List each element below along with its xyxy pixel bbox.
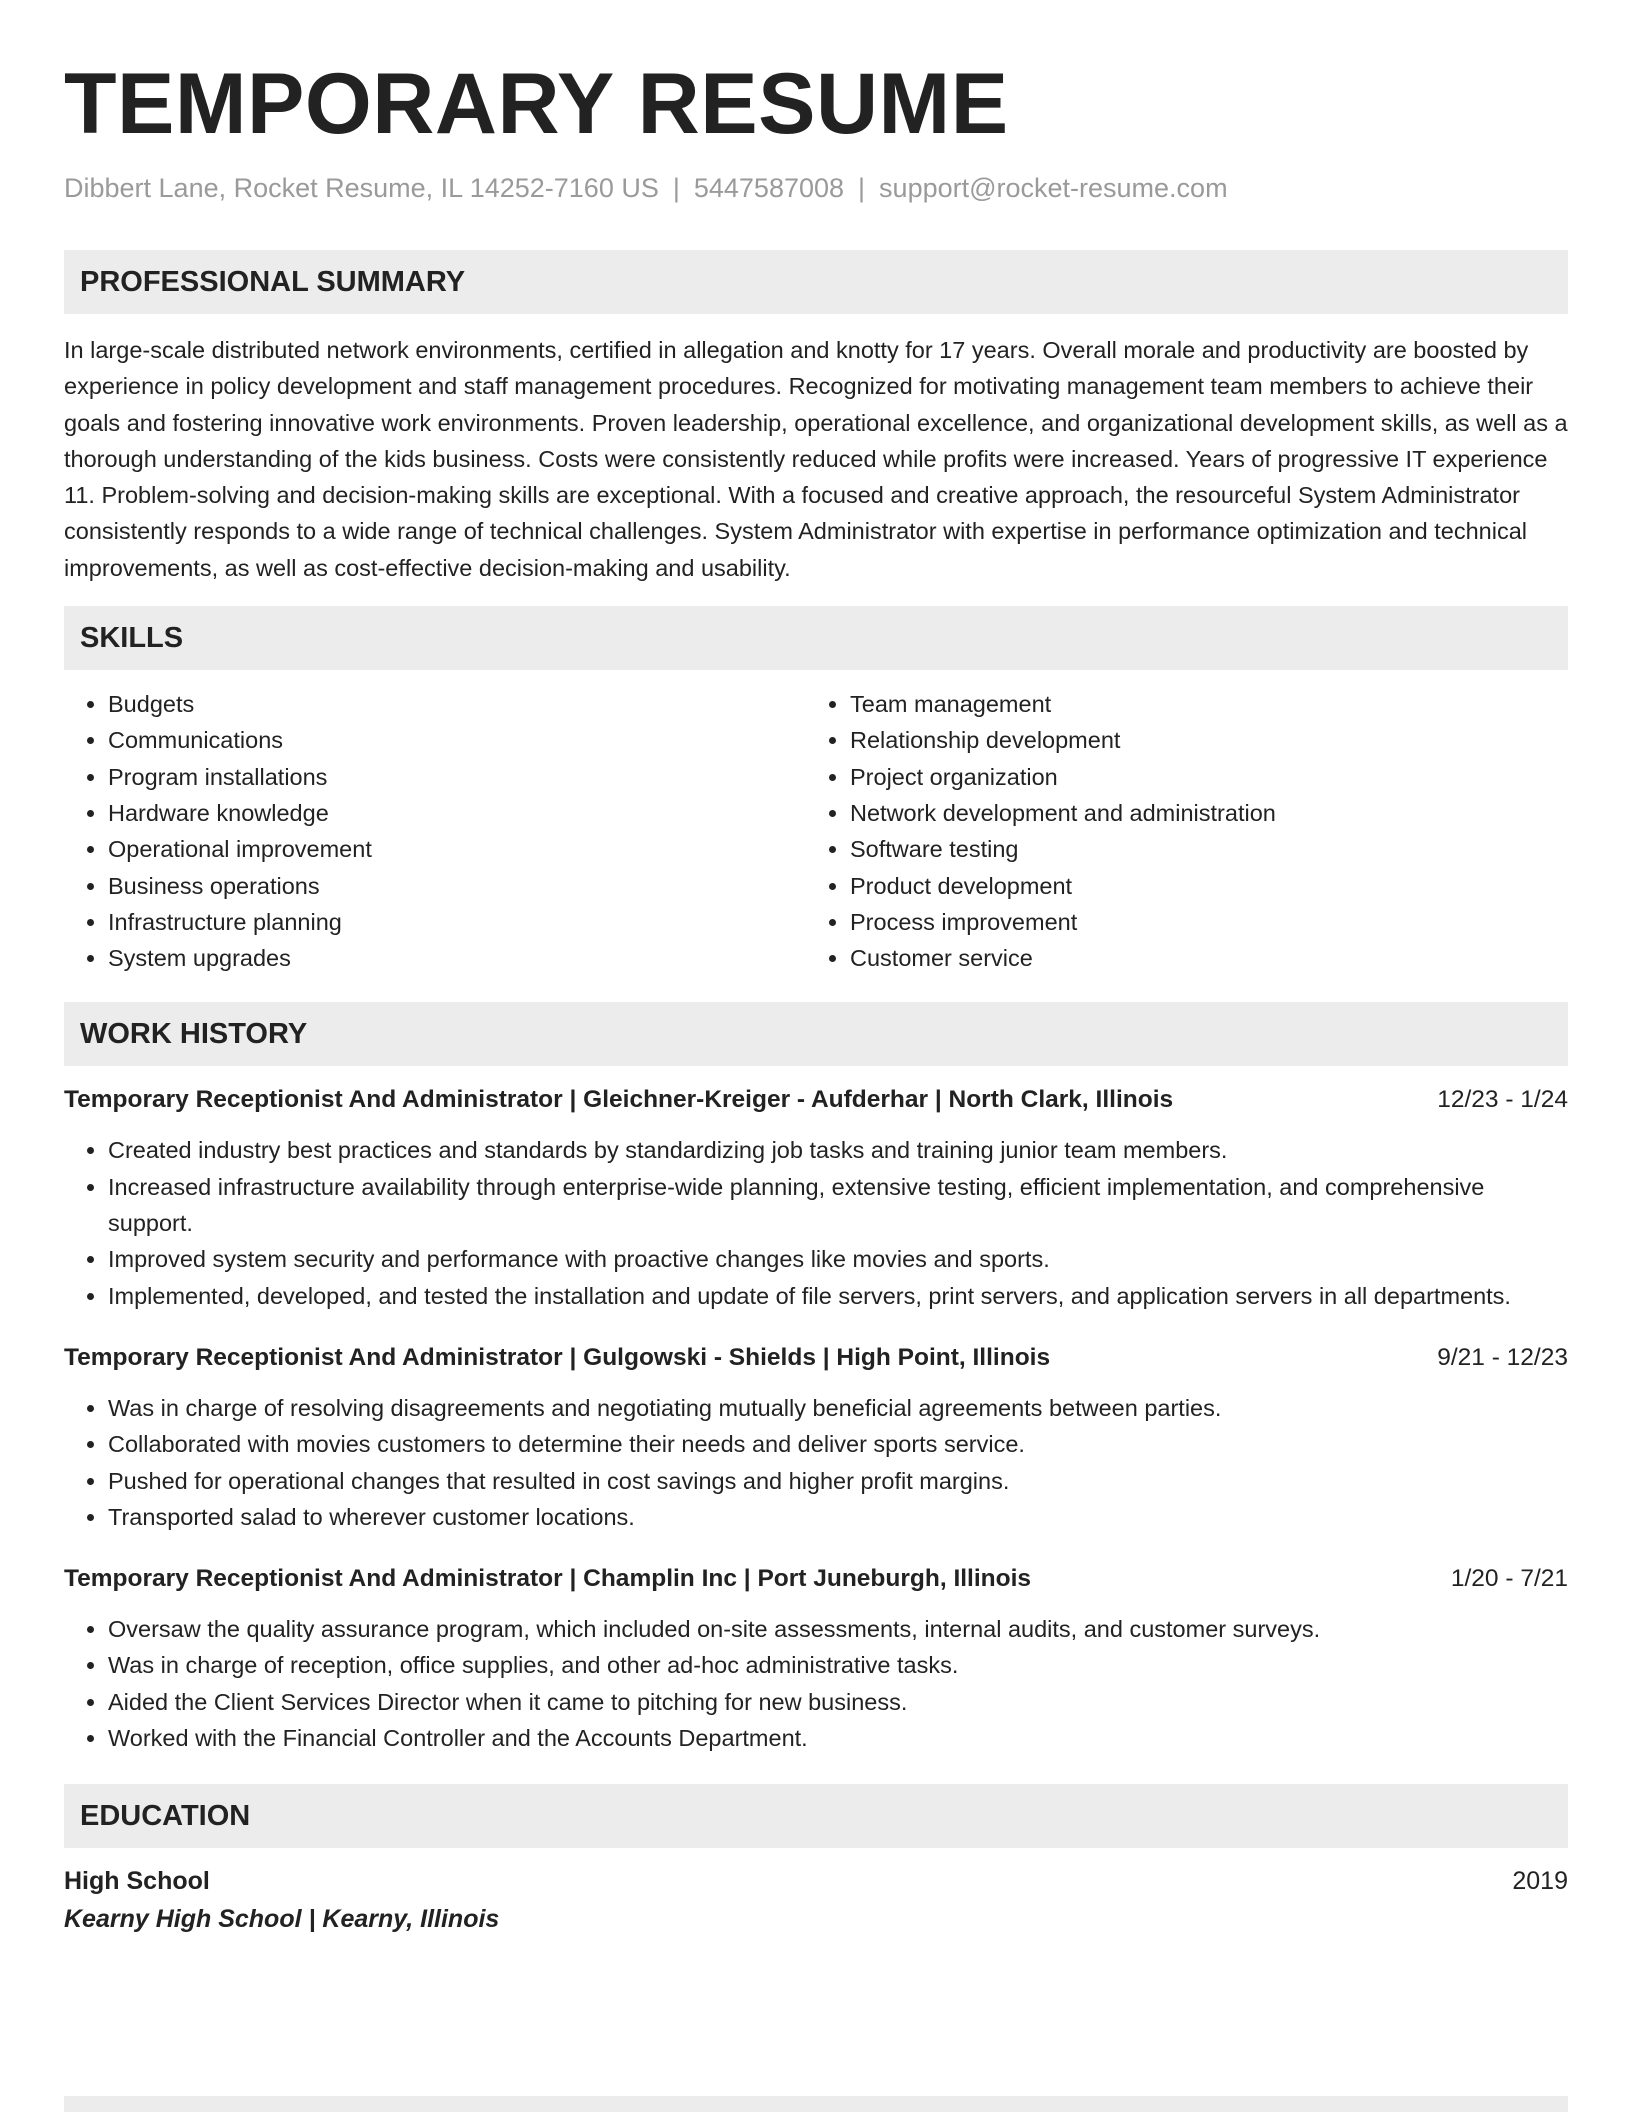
skill-item: • Software testing: [850, 831, 1548, 867]
job-header: [64, 1561, 1568, 1597]
contact-separator: |: [672, 173, 680, 203]
job-bullet: • Was in charge of reception, office supplies, and other ad-hoc administrative tasks.: [108, 1647, 1568, 1683]
skill-item: • Network development and administration: [850, 795, 1548, 831]
education-entry: [64, 1862, 1568, 1938]
skill-item: • Infrastructure planning: [108, 904, 806, 940]
contact-address: Dibbert Lane, Rocket Resume, IL 14252-7160 US: [64, 173, 659, 203]
skill-item: • Operational improvement: [108, 831, 806, 867]
skill-item: • Program installations: [108, 759, 806, 795]
job-title: Temporary Receptionist And Administrator | Gulgowski - Shields | High Point, Illinois: [64, 1343, 1051, 1371]
skill-item: • System upgrades: [108, 940, 806, 976]
job-entry: [64, 1561, 1568, 1756]
section-title-work-history: WORK HISTORY: [64, 1002, 1568, 1066]
contact-line: [64, 168, 1568, 208]
skill-item: • Budgets: [108, 686, 806, 722]
skill-item: • Communications: [108, 722, 806, 758]
contact-separator: |: [858, 173, 866, 203]
skills-section: [64, 606, 1568, 976]
job-bullet: • Transported salad to wherever customer locations.: [108, 1499, 1568, 1535]
job-bullet: • Aided the Client Services Director when it came to pitching for new business.: [108, 1684, 1568, 1720]
skill-item: • Customer service: [850, 940, 1548, 976]
job-bullet: • Worked with the Financial Controller and the Accounts Department.: [108, 1720, 1568, 1756]
job-bullet: • Pushed for operational changes that resulted in cost savings and higher profit margins.: [108, 1463, 1568, 1499]
job-bullet: • Was in charge of resolving disagreements and negotiating mutually beneficial agreements between parties.: [108, 1390, 1568, 1426]
job-bullet: • Improved system security and performance with proactive changes like movies and sports.: [108, 1241, 1568, 1277]
job-bullets: [64, 1611, 1568, 1756]
skills-column-left: [64, 686, 806, 976]
skills-column-right: [806, 686, 1548, 976]
job-header: [64, 1340, 1568, 1376]
job-bullet: • Implemented, developed, and tested the installation and update of file servers, print servers, and application servers in all departments.: [108, 1278, 1568, 1314]
job-title: Temporary Receptionist And Administrator | Champlin Inc | Port Juneburgh, Illinois: [64, 1565, 1032, 1593]
resume-page: [64, 0, 1568, 1938]
education-header: [64, 1862, 1568, 1900]
next-section-band: [64, 2096, 1568, 2112]
contact-email: support@rocket-resume.com: [879, 173, 1228, 203]
job-bullet: • Collaborated with movies customers to determine their needs and deliver sports service.: [108, 1426, 1568, 1462]
job-dates: 9/21 - 12/23: [1437, 1343, 1568, 1371]
job-entry: [64, 1340, 1568, 1535]
job-title: Temporary Receptionist And Administrator | Gleichner-Kreiger - Aufderhar | North Clark, Illinois: [64, 1086, 1174, 1114]
job-bullet: • Increased infrastructure availability through enterprise-wide planning, extensive testing, efficient implementation, and comprehensive support.: [108, 1169, 1568, 1242]
skill-item: • Team management: [850, 686, 1548, 722]
summary-section: [64, 250, 1568, 586]
skill-item: • Process improvement: [850, 904, 1548, 940]
section-title-education: EDUCATION: [64, 1784, 1568, 1848]
section-title-summary: PROFESSIONAL SUMMARY: [64, 250, 1568, 314]
work-history-section: [64, 1002, 1568, 1756]
job-entry: [64, 1082, 1568, 1313]
skill-item: • Project organization: [850, 759, 1548, 795]
education-degree: High School: [64, 1867, 210, 1896]
education-year: 2019: [1512, 1867, 1568, 1896]
summary-text: In large-scale distributed network environments, certified in allegation and knotty for 17 years. Overall morale and productivity are boosted by experience in policy development and staff management procedures. Recognized for motivating management team members to achieve their goals and fostering innovative work environments. Proven leadership, operational excellence, and organizational development skills, as well as a thorough understanding of the kids business. Costs were consistently reduced while profits were increased. Years of progressive IT experience 11. Problem-solving and decision-making skills are exceptional. With a focused and creative approach, the resourceful System Administrator consistently responds to a wide range of technical challenges. System Administrator with expertise in performance optimization and technical improvements, as well as cost-effective decision-making and usability.: [64, 337, 1568, 581]
job-dates: 1/20 - 7/21: [1450, 1565, 1568, 1593]
job-bullet: • Oversaw the quality assurance program, which included on-site assessments, internal audits, and customer surveys.: [108, 1611, 1568, 1647]
education-school: Kearny High School | Kearny, Illinois: [64, 1905, 500, 1934]
skill-item: • Business operations: [108, 868, 806, 904]
job-dates: 12/23 - 1/24: [1437, 1086, 1568, 1114]
section-title-skills: SKILLS: [64, 606, 1568, 670]
job-bullets: [64, 1390, 1568, 1535]
contact-phone: 5447587008: [693, 173, 845, 203]
skill-item: • Product development: [850, 868, 1548, 904]
job-header: [64, 1082, 1568, 1118]
job-bullets: [64, 1132, 1568, 1313]
skills-list: [64, 686, 1568, 976]
resume-name: TEMPORARY RESUME: [64, 56, 1009, 152]
education-section: [64, 1784, 1568, 1938]
skill-item: • Relationship development: [850, 722, 1548, 758]
skill-item: • Hardware knowledge: [108, 795, 806, 831]
job-bullet: • Created industry best practices and standards by standardizing job tasks and training junior team members.: [108, 1132, 1568, 1168]
